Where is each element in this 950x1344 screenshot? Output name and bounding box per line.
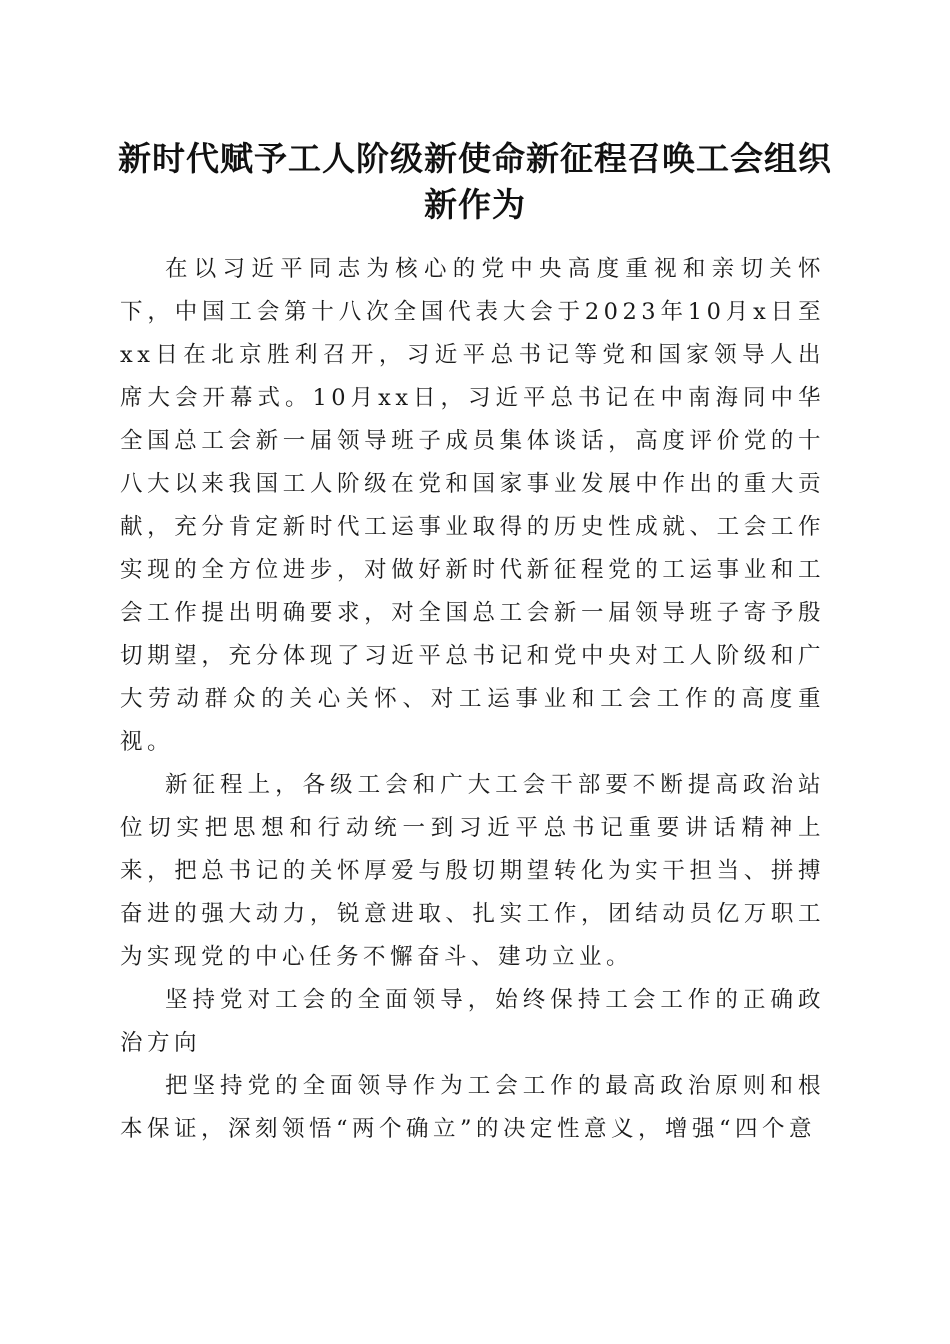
paragraph-intro: 在以习近平同志为核心的党中央高度重视和亲切关怀下，中国工会第十八次全国代表大会于2023年10月x日至xx日在北京胜利召开，习近平总书记等党和国家领导人出席大会开幕式。10月xx日，习近平总书记在中南海同中华全国总工会新一届领导班子成员集体谈话，高度评价党的十八大以来我国工人阶级在党和国家事业发展中作出的重大贡献，充分肯定新时代工运事业取得的历史性成就、工会工作实现的全方位进步，对做好新时代新征程党的工运事业和工会工作提出明确要求，对全国总工会新一届领导班子寄予殷切期望，充分体现了习近平总书记和党中央对工人阶级和广大劳动群众的关心关怀、对工运事业和工会工作的高度重视。 xyxy=(120,256,825,755)
paragraph-party-leadership: 把坚持党的全面领导作为工会工作的最高政治原则和根本保证，深刻领悟“两个确立”的决定性意义，增强“四个意 xyxy=(120,1073,825,1142)
section-heading-party-leadership: 坚持党对工会的全面领导，始终保持工会工作的正确政治方向 xyxy=(120,987,825,1056)
document-title: 新时代赋予工人阶级新使命新征程召唤工会组织新作为 xyxy=(118,139,832,224)
document-body xyxy=(120,248,825,1151)
paragraph-new-journey: 新征程上，各级工会和广大工会干部要不断提高政治站位切实把思想和行动统一到习近平总书记重要讲话精神上来，把总书记的关怀厚爱与殷切期望转化为实干担当、拼搏奋进的强大动力，锐意进取、扎实工作，团结动员亿万职工为实现党的中心任务不懈奋斗、建功立业。 xyxy=(120,772,825,970)
